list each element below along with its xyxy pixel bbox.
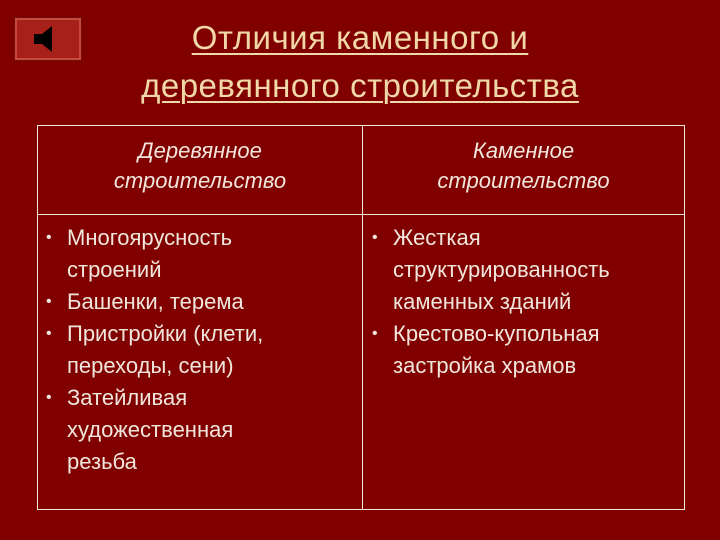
page-title [70,14,650,110]
list-item-line: резьба [67,449,137,474]
list-item-line: художественная [67,417,234,442]
list-item-line: Башенки, терема [67,289,244,314]
wooden-list [46,222,356,478]
list-item-line: Крестово-купольная [393,321,600,346]
header-wooden-line-2: строительство [113,168,287,193]
header-stone [363,136,684,206]
list-item-line: строений [67,257,162,282]
list-item [372,222,680,318]
list-item-line: каменных зданий [393,289,572,314]
header-stone-line-1: Каменное [472,138,575,163]
speaker-icon [32,24,64,54]
bullet: • [46,325,52,342]
header-stone-line-2: строительство [437,168,610,193]
list-item [372,318,680,382]
list-item-line: Жесткая [393,225,481,250]
list-item [46,222,356,286]
bullet: • [372,325,378,342]
list-item-line: Многоярусность [67,225,233,250]
list-item-line: Пристройки (клети, [67,321,264,346]
list-item-line: переходы, сени) [67,353,234,378]
list-item-line: застройка храмов [393,353,577,378]
list-item-line: структурированность [393,257,610,282]
stone-list [372,222,680,382]
title-line-1: Отличия каменного и [191,19,529,56]
bullet: • [46,293,52,310]
header-divider [38,214,684,215]
list-item [46,382,356,478]
header-wooden [38,136,362,206]
header-wooden-line-1: Деревянное [138,138,262,163]
list-item [46,286,356,318]
bullet: • [46,389,52,406]
list-item [46,318,356,382]
bullet: • [372,229,378,246]
bullet: • [46,229,52,246]
comparison-table [37,125,685,510]
list-item-line: Затейливая [67,385,188,410]
title-line-2: деревянного строительства [141,67,579,104]
